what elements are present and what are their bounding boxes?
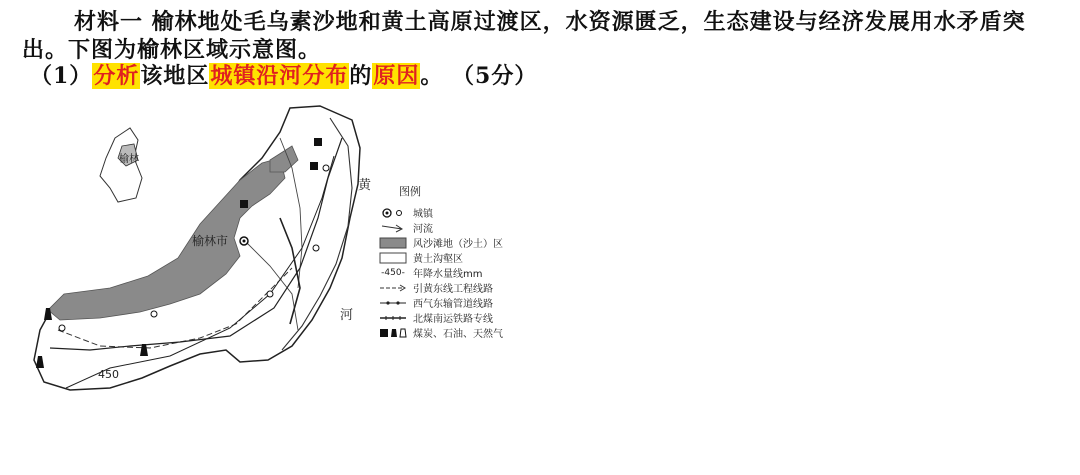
- highlight-analyze: 分析: [93, 63, 140, 89]
- legend-item-railway: 北煤南运铁路专线: [373, 310, 543, 325]
- legend-item-water-diversion: 引黄东线工程线路: [373, 280, 543, 295]
- question-text-1: 该地区: [140, 63, 210, 89]
- highlight-reason: 原因: [373, 63, 420, 89]
- legend-item-town: 城镇: [373, 205, 543, 220]
- map-legend: [373, 183, 543, 340]
- river-label-he: 河: [340, 308, 354, 323]
- river-label-huang: 黄: [358, 178, 372, 193]
- railway-icon: [373, 312, 413, 324]
- question-number: （1）: [30, 63, 93, 89]
- legend-item-river: 河流: [373, 220, 543, 235]
- legend-item-sandy-area: 风沙滩地（沙土）区: [373, 235, 543, 250]
- water-diversion-icon: [373, 282, 413, 294]
- highlight-towns-along-river: 城镇沿河分布: [210, 63, 349, 89]
- sandy-area-icon: [373, 237, 413, 249]
- gas-pipeline-icon: [373, 297, 413, 309]
- city-label-yulin: 榆林市: [192, 234, 229, 248]
- legend-item-gas-pipeline: 西气东输管道线路: [373, 295, 543, 310]
- question-text-2: 的: [349, 63, 373, 89]
- loess-area-icon: [373, 252, 413, 264]
- question-score: 。 （5分）: [420, 63, 538, 89]
- legend-item-isohyet: - 450 - 年降水量线mm: [373, 265, 543, 280]
- material-paragraph: [22, 8, 1062, 64]
- legend-item-resources: 煤炭、石油、天然气: [373, 325, 543, 340]
- inset-label: 榆林: [119, 154, 139, 165]
- contour-label-450: 450: [98, 368, 119, 381]
- question-1: [30, 62, 537, 90]
- legend-item-loess-area: 黄土沟壑区: [373, 250, 543, 265]
- legend-title: 图例: [399, 185, 421, 198]
- isohyet-icon: - 450 -: [381, 267, 405, 278]
- town-icon: [373, 207, 413, 219]
- resources-icon: [373, 327, 413, 339]
- material-text: 材料一 榆林地处毛乌素沙地和黄土高原过渡区，水资源匮乏，生态建设与经济发展用水矛盾突出。下图为榆林区域示意图。: [22, 9, 1026, 63]
- river-icon: [373, 222, 413, 234]
- inset-shaanxi-map: [100, 128, 142, 202]
